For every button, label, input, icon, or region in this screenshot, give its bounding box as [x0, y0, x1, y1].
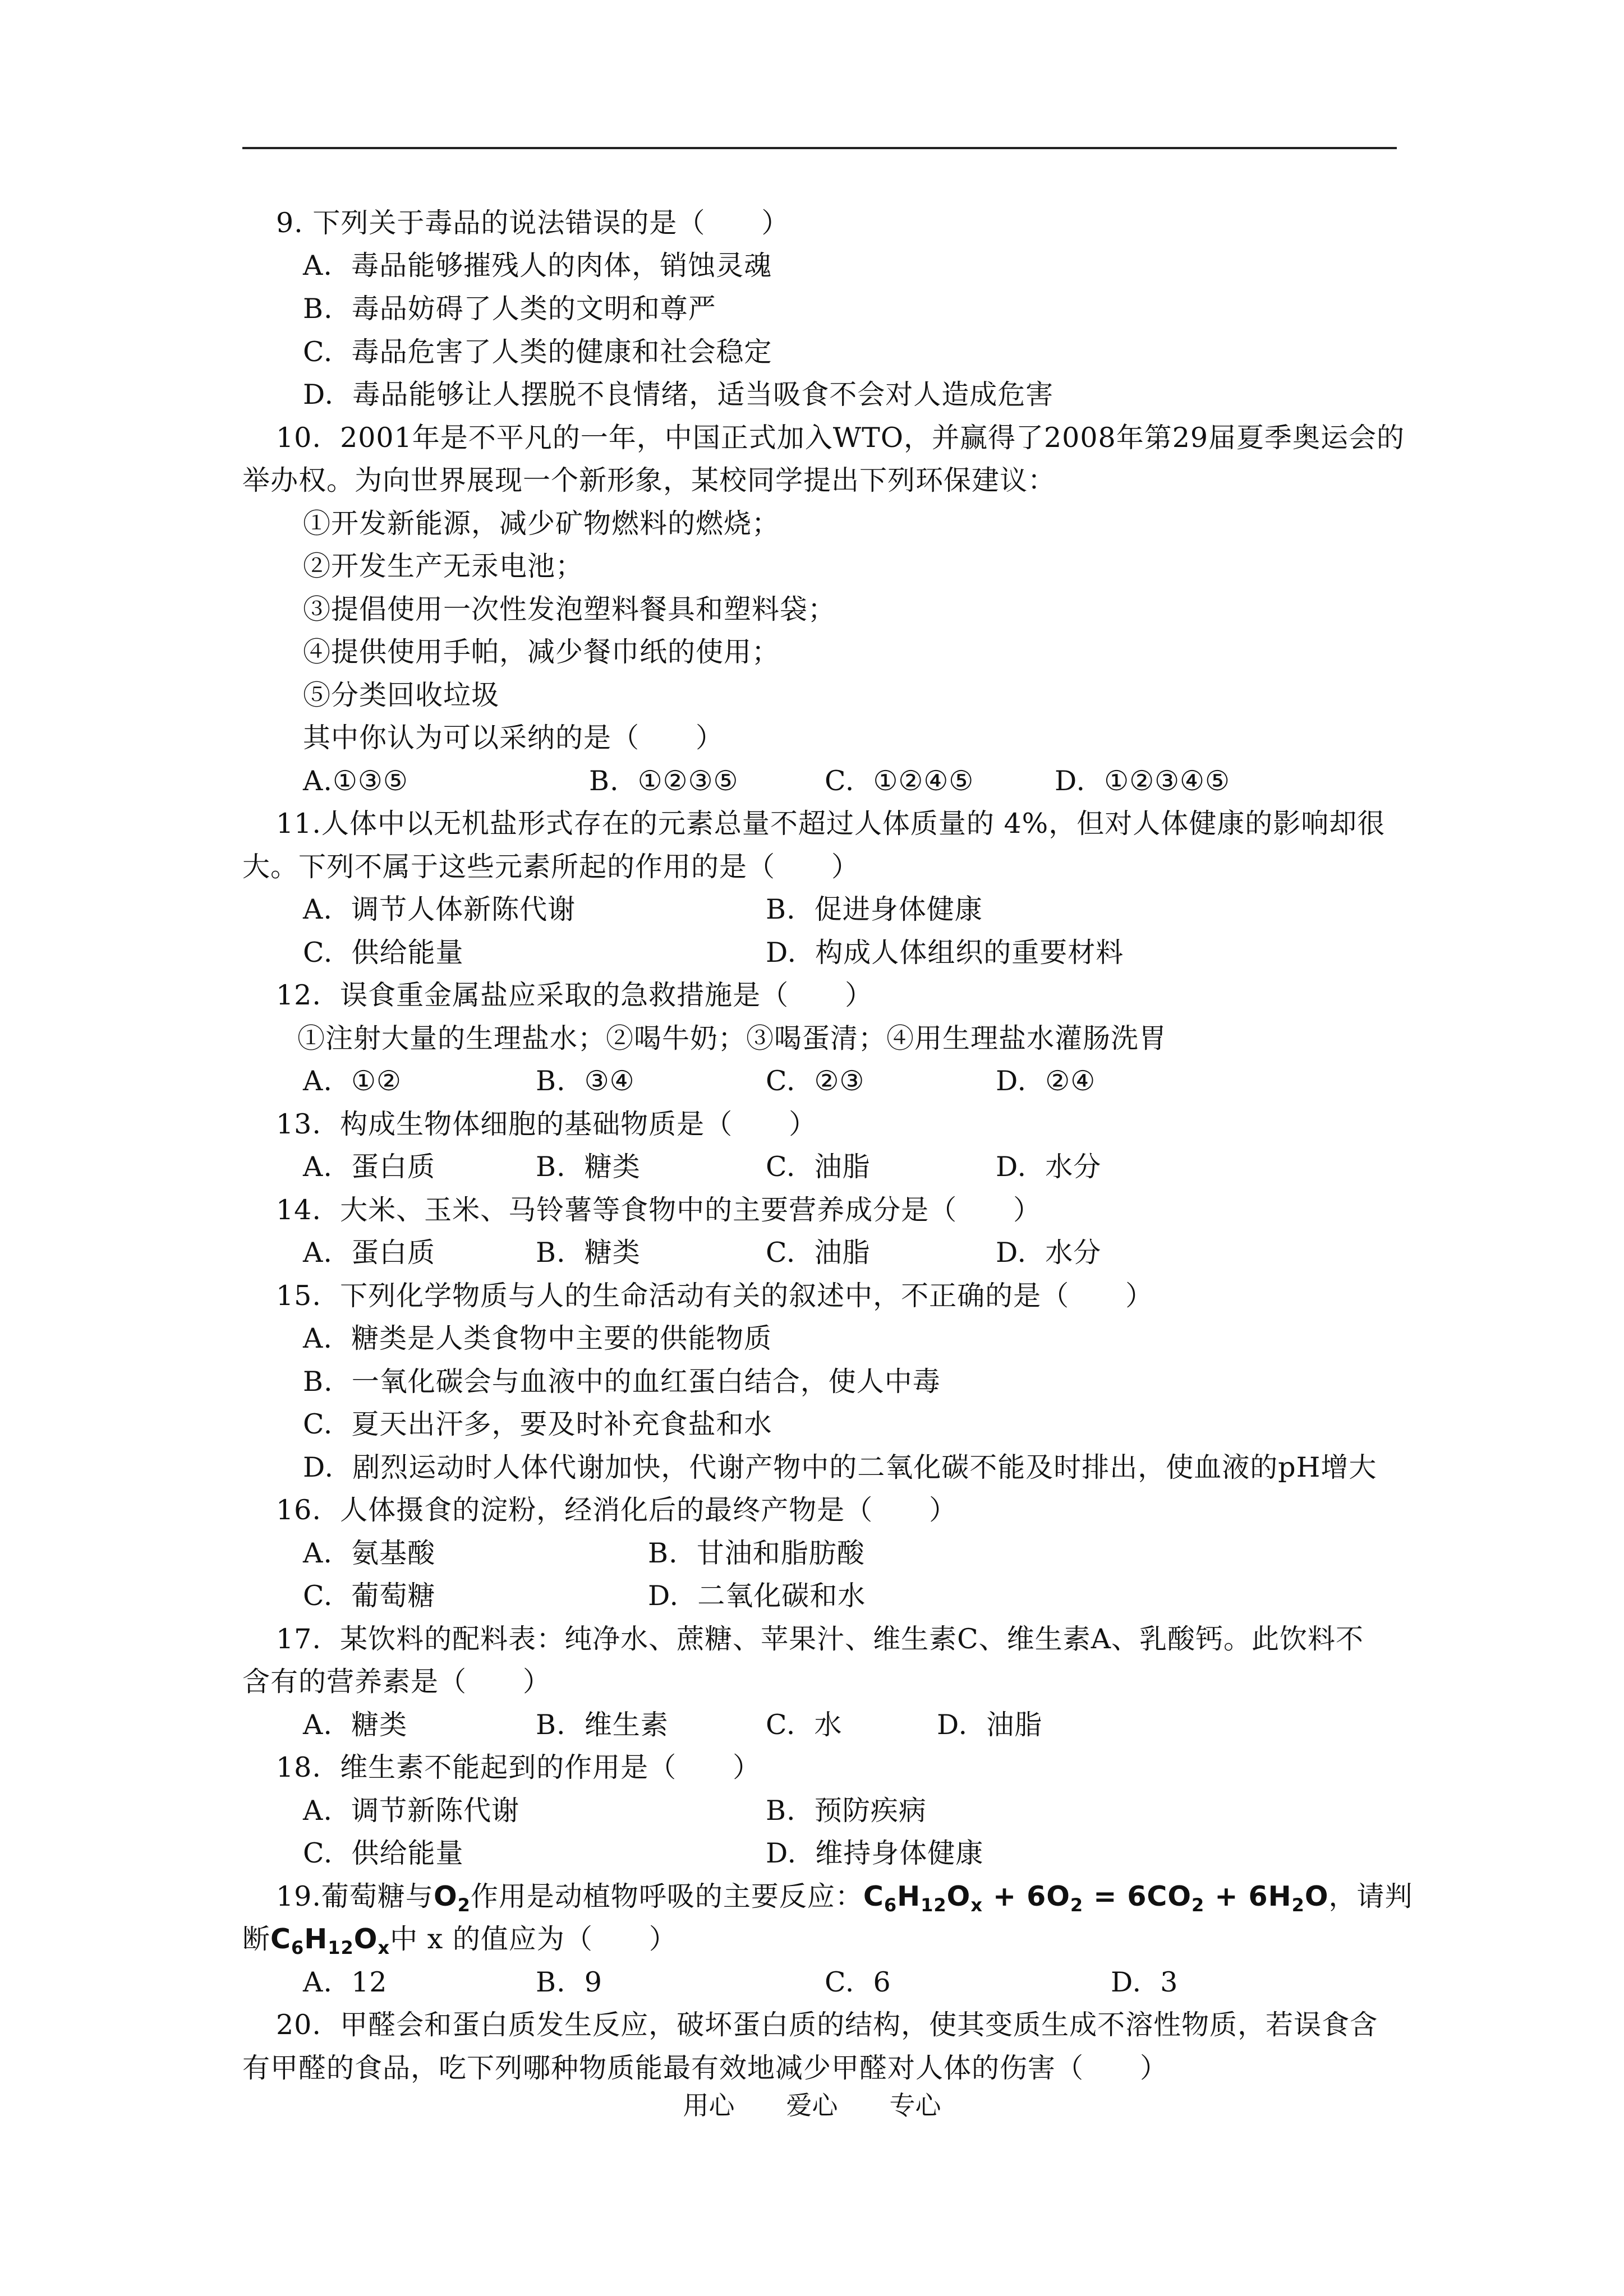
q12-items: ①注射大量的生理盐水；②喝牛奶；③喝蛋清；④用生理盐水灌肠洗胃: [297, 1022, 1167, 1054]
q12-option-b: B. ③④: [536, 1065, 635, 1097]
q13-option-a: A. 蛋白质: [303, 1151, 436, 1183]
q10-stem-line2: 举办权。为向世界展现一个新形象，某校同学提出下列环保建议：: [242, 464, 1056, 496]
q11-stem-line1: 11.人体中以无机盐形式存在的元素总量不超过人体质量的 4%，但对人体健康的影响却很: [276, 808, 1386, 840]
q16-option-d: D. 二氧化碳和水: [648, 1580, 866, 1612]
q14-stem: 14. 大米、玉米、马铃薯等食物中的主要营养成分是（ ）: [276, 1194, 1042, 1226]
q19-option-d: D. 3: [1111, 1966, 1179, 1998]
q20-stem-line1: 20. 甲醛会和蛋白质发生反应，破坏蛋白质的结构，使其变质生成不溶性物质，若误食含: [276, 2009, 1378, 2041]
q18-option-d: D. 维持身体健康: [766, 1837, 984, 1869]
q16-option-b: B. 甘油和脂肪酸: [648, 1537, 865, 1569]
q19-option-c: C. 6: [825, 1966, 891, 1998]
q17-stem-line1: 17. 某饮料的配料表：纯净水、蔗糖、苹果汁、维生素C、维生素A、乳酸钙。此饮料不: [276, 1623, 1364, 1655]
q15-option-b: B. 一氧化碳会与血液中的血红蛋白结合，使人中毒: [303, 1366, 941, 1398]
q19-option-b: B. 9: [536, 1966, 602, 1998]
q19-stem-post: ，请判: [1328, 1880, 1413, 1912]
q12-stem: 12. 误食重金属盐应采取的急救措施是（ ）: [276, 979, 873, 1011]
q10-item-5: ⑤分类回收垃圾: [303, 679, 500, 711]
q15-option-c: C. 夏天出汗多，要及时补充食盐和水: [303, 1408, 772, 1440]
page-footer: 用心 爱心 专心: [683, 2090, 941, 2120]
q15-option-d: D. 剧烈运动时人体代谢加快，代谢产物中的二氧化碳不能及时排出，使血液的pH增大: [303, 1451, 1377, 1483]
q13-option-b: B. 糖类: [536, 1151, 641, 1183]
q20-stem-line2: 有甲醛的食品，吃下列哪种物质能最有效地减少甲醛对人体的伤害（ ）: [242, 2052, 1168, 2084]
q11-option-d: D. 构成人体组织的重要材料: [766, 937, 1124, 969]
q13-option-d: D. 水分: [996, 1151, 1102, 1183]
q10-item-2: ②开发生产无汞电池；: [303, 550, 584, 582]
q18-option-a: A. 调节新陈代谢: [303, 1795, 520, 1827]
q17-option-d: D. 油脂: [937, 1709, 1043, 1741]
q14-option-d: D. 水分: [996, 1237, 1102, 1269]
respiration-equation: $C_6H_{12}O_x + 6O_2 = 6CO_2 + 6H_2O$: [863, 1880, 1329, 1916]
q9-option-d: D. 毒品能够让人摆脱不良情绪，适当吸食不会对人造成危害: [303, 379, 1054, 411]
q12-option-d: D. ②④: [996, 1065, 1096, 1097]
q16-option-c: C. 葡萄糖: [303, 1580, 436, 1612]
q16-stem: 16. 人体摄食的淀粉，经消化后的最终产物是（ ）: [276, 1494, 958, 1526]
q9-option-c: C. 毒品危害了人类的健康和社会稳定: [303, 336, 772, 368]
q9-option-a: A. 毒品能够摧残人的肉体，销蚀灵魂: [303, 250, 772, 282]
q10-option-a: A.①③⑤: [303, 765, 408, 797]
q14-option-b: B. 糖类: [536, 1237, 641, 1269]
q16-option-a: A. 氨基酸: [303, 1537, 436, 1569]
q11-option-b: B. 促进身体健康: [766, 893, 983, 925]
glucose-formula: $C_6H_{12}O_x$: [270, 1923, 390, 1958]
q17-option-b: B. 维生素: [536, 1709, 669, 1741]
q9-option-b: B. 毒品妨碍了人类的文明和尊严: [303, 293, 716, 325]
q18-option-c: C. 供给能量: [303, 1837, 464, 1869]
q11-option-c: C. 供给能量: [303, 937, 464, 969]
q18-option-b: B. 预防疾病: [766, 1795, 927, 1827]
q10-ask: 其中你认为可以采纳的是（ ）: [303, 722, 724, 754]
q17-option-a: A. 糖类: [303, 1709, 408, 1741]
q12-option-a: A. ①②: [303, 1065, 402, 1097]
q9-stem: 9. 下列关于毒品的说法错误的是（ ）: [276, 207, 790, 239]
q19-stem-line2: 断$C_6H_{12}O_x$中 x 的值应为（ ）: [242, 1923, 677, 1958]
q10-option-c: C. ①②④⑤: [825, 765, 974, 797]
q19-stem-mid: 作用是动植物呼吸的主要反应：: [470, 1880, 863, 1912]
q11-stem-line2: 大。下列不属于这些元素所起的作用的是（ ）: [242, 851, 860, 883]
header-rule: [242, 147, 1397, 149]
q13-stem: 13. 构成生物体细胞的基础物质是（ ）: [276, 1108, 817, 1140]
q19-stem-pre: 19.葡萄糖与: [276, 1880, 434, 1912]
q18-stem: 18. 维生素不能起到的作用是（ ）: [276, 1751, 761, 1783]
q15-stem: 15. 下列化学物质与人的生命活动有关的叙述中，不正确的是（ ）: [276, 1280, 1154, 1312]
q10-stem-line1: 10. 2001年是不平凡的一年，中国正式加入WTO，并赢得了2008年第29届夏季奥运会的: [276, 422, 1405, 454]
q10-option-b: B. ①②③⑤: [589, 765, 739, 797]
q13-option-c: C. 油脂: [766, 1151, 871, 1183]
q19-option-a: A. 12: [303, 1966, 388, 1998]
q10-item-4: ④提供使用手帕，减少餐巾纸的使用；: [303, 636, 780, 668]
q17-option-c: C. 水: [766, 1709, 843, 1741]
o2-formula: $O_2$: [433, 1880, 471, 1916]
q10-item-3: ③提倡使用一次性发泡塑料餐具和塑料袋；: [303, 593, 836, 625]
q17-stem-line2: 含有的营养素是（ ）: [242, 1666, 551, 1698]
q12-option-c: C. ②③: [766, 1065, 865, 1097]
q14-option-c: C. 油脂: [766, 1237, 871, 1269]
q14-option-a: A. 蛋白质: [303, 1237, 436, 1269]
q15-option-a: A. 糖类是人类食物中主要的供能物质: [303, 1322, 772, 1354]
q10-option-d: D. ①②③④⑤: [1055, 765, 1230, 797]
q10-item-1: ①开发新能源，减少矿物燃料的燃烧；: [303, 508, 780, 540]
q19-stem-line1: [276, 1880, 1413, 1922]
q11-option-a: A. 调节人体新陈代谢: [303, 893, 576, 925]
